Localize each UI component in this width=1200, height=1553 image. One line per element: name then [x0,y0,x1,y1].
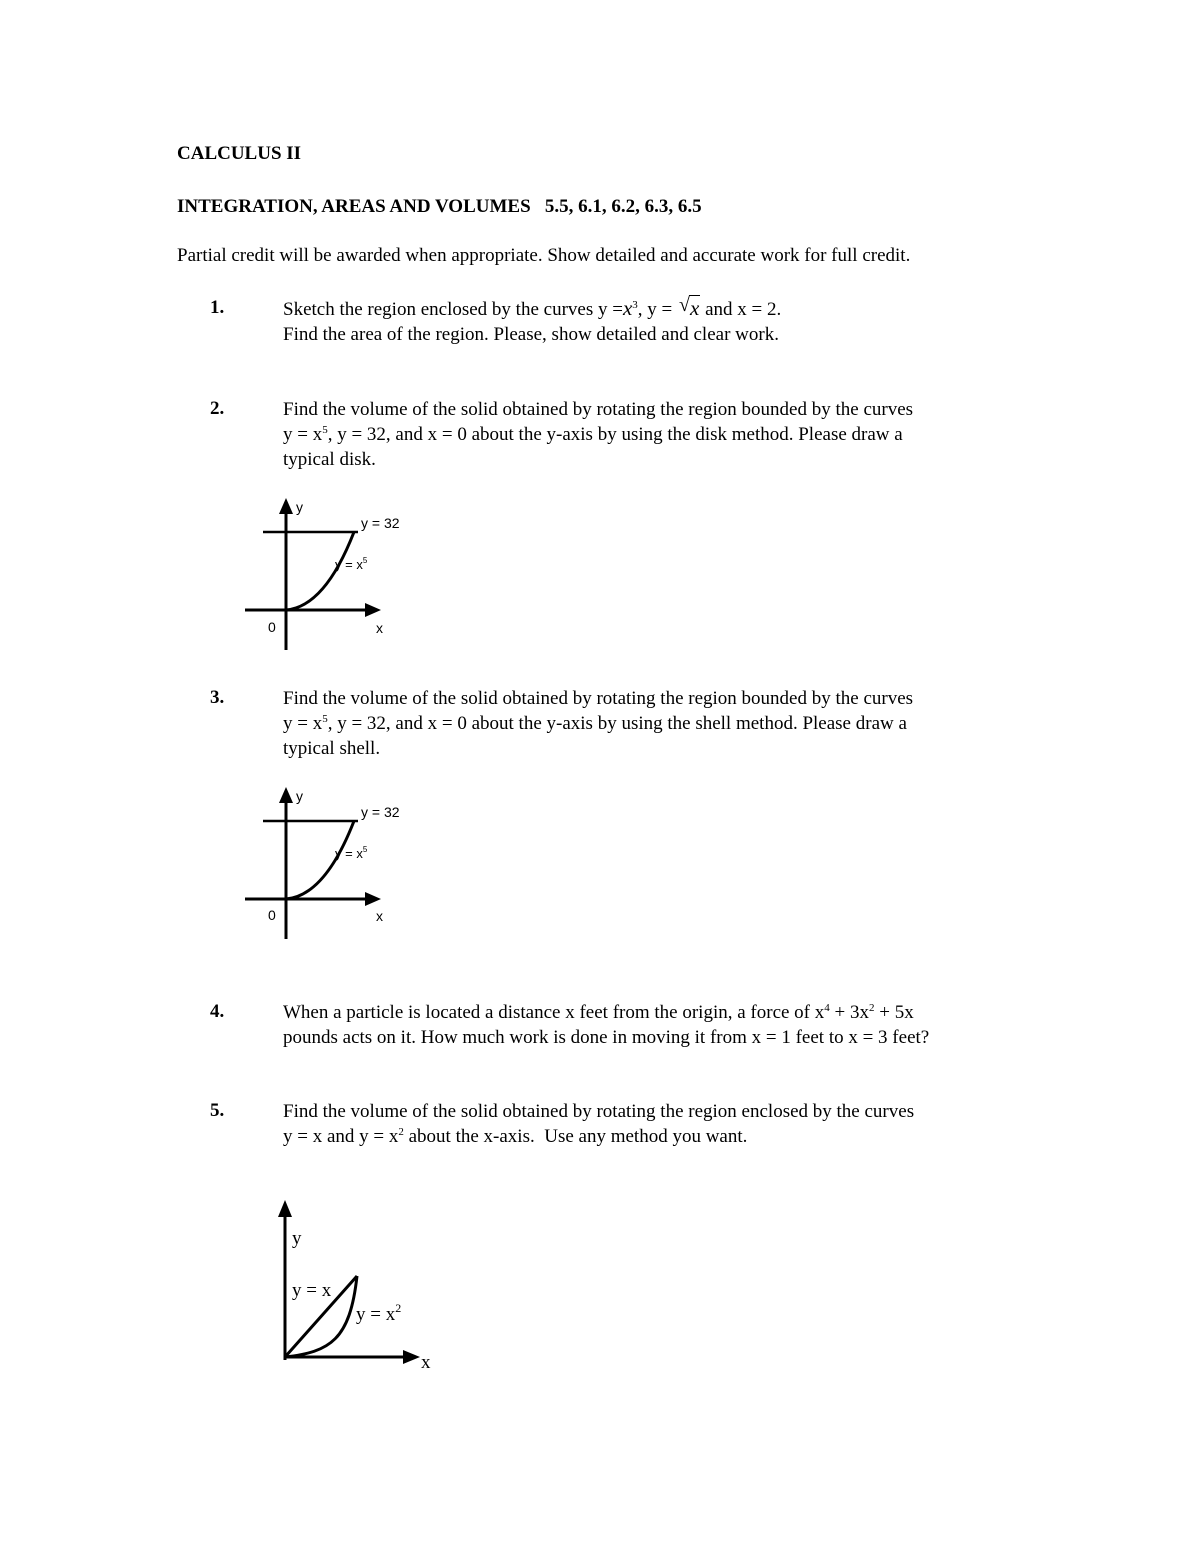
curve-label: $y = x^5$ [335,845,368,861]
problem-1-line-2: Find the area of the region. Please, show detailed and clear work. [283,324,779,345]
y-axis-label: y [292,1228,302,1249]
y-axis-arrow-icon [278,1200,292,1217]
problem-5-text [283,1099,914,1149]
problem-4-line-2: pounds acts on it. How much work is done in moving it from x = 1 feet to x = 3 feet? [283,1027,930,1048]
sqrt-symbol: √ x [679,294,700,320]
y-axis-label: y [296,788,303,804]
problem-3-text [283,686,913,761]
curve-label: $y = x^2$ [356,1301,402,1325]
y-axis-arrow-icon [279,787,293,803]
problem-3-line-2: $y = x^5$, y = 32, and x = 0 about the y-axis by using the shell method. Please draw a [283,713,907,734]
x-axis-label: x [421,1352,431,1373]
problem-1-number: 1. [210,297,225,318]
problem-4-number: 4. [210,1001,225,1022]
page-title: CALCULUS II [177,143,302,164]
origin-label: 0 [268,619,276,635]
problem-3-line-3: typical shell. [283,738,381,759]
problem-2-line-3: typical disk. [283,449,376,470]
origin-label: 0 [268,907,276,923]
line-label: y = 32 [361,515,400,531]
page-subtitle: INTEGRATION, AREAS AND VOLUMES 5.5, 6.1, 6.2, 6.3, 6.5 [177,196,702,217]
line-label: y = x [292,1280,332,1301]
problem-3-line-1: Find the volume of the solid obtained by rotating the region bounded by the curves [283,688,914,709]
problem-3-number: 3. [210,687,225,708]
problem-5-figure [260,1190,460,1380]
problem-4-text [283,1000,929,1050]
problem-2-line-2: $y = x^5$, y = 32, and x = 0 about the y-axis by using the disk method. Please draw a [283,424,903,445]
x-axis-arrow-icon [365,892,381,906]
problem-1-text [283,296,781,347]
problem-2-number: 2. [210,398,225,419]
x-axis-label: x [376,620,383,636]
problem-5-line-2: y = x and $y = x^2$ about the x-axis. Use any method you want. [283,1126,748,1147]
problem-4-line-1: When a particle is located a distance x feet from the origin, a force of $x^4 + 3x^2 + 5x$ [283,1002,914,1023]
problem-2-figure [230,490,430,660]
y-axis-arrow-icon [279,498,293,514]
x-axis-arrow-icon [403,1350,420,1364]
x-axis-arrow-icon [365,603,381,617]
x-axis-label: x [376,908,383,924]
instructions: Partial credit will be awarded when appropriate. Show detailed and accurate work for full credit. [177,245,911,266]
curve-label: $y = x^5$ [335,556,368,572]
line-label: y = 32 [361,804,400,820]
problem-5-number: 5. [210,1100,225,1121]
problem-5-line-1: Find the volume of the solid obtained by rotating the region enclosed by the curves [283,1101,915,1122]
y-axis-label: y [296,499,303,515]
problem-1-line-1: Sketch the region enclosed by the curves $y =x^3$, y = √ x and x = 2. [283,294,782,320]
problem-3-figure [230,779,430,949]
problem-2-text [283,397,913,472]
problem-2-line-1: Find the volume of the solid obtained by rotating the region bounded by the curves [283,399,914,420]
